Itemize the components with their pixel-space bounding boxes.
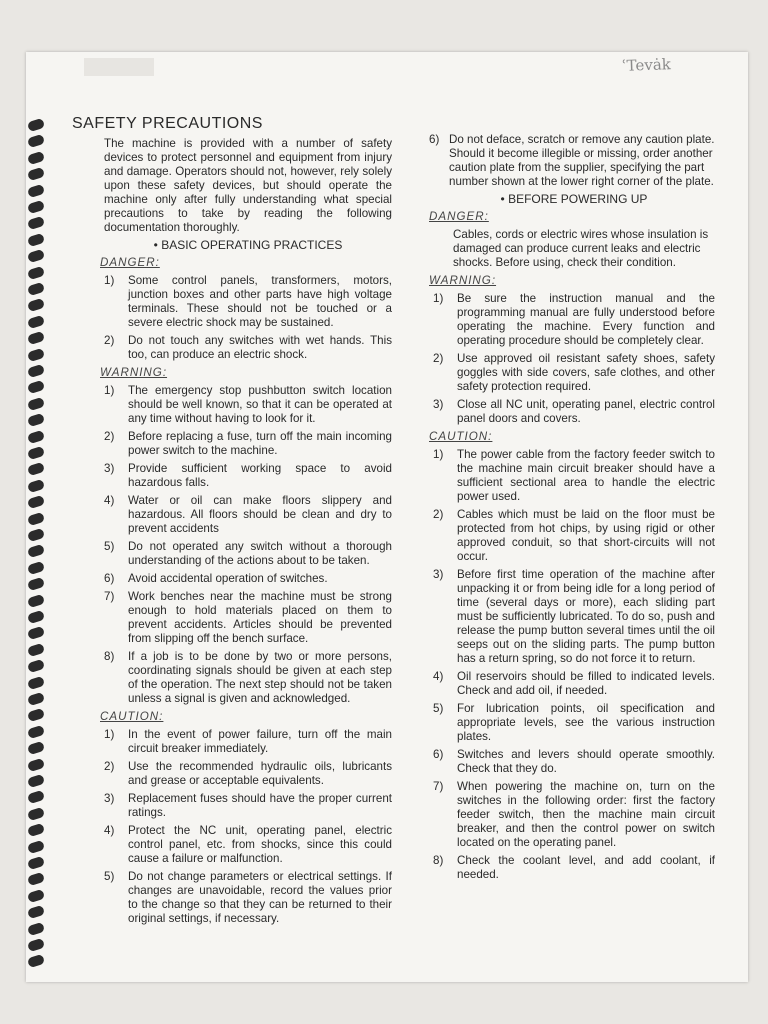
item-text: The power cable from the factory feeder switch to the machine main circuit breaker should have a sufficient sectional area to handle the electric power used. [457,448,715,503]
binding-ring [27,331,45,345]
list-item [104,760,392,788]
item-number: 5) [104,540,115,553]
item-text: Some control panels, transformers, motors, junction boxes and other parts have high voltage terminals. These should not be touched or a severe electric shock may be sustained. [128,274,392,329]
item-text: Be sure the instruction manual and the programming manual are fully understood before operating the machine. Every function and operating procedure should be completely clear. [457,292,715,347]
item-number: 4) [433,670,444,683]
item-number: 1) [104,728,115,741]
item-number: 3) [104,462,115,475]
list-item [433,292,715,348]
item-number: 1) [433,448,444,461]
item-text: Do not deface, scratch or remove any caution plate. Should it become illegible or missing, order another caution plate from the supplier, specifying the part number shown at the lower right corner of the plate. [449,133,715,188]
binding-ring [27,282,45,296]
binding-ring [27,216,45,230]
binding-ring [27,511,45,525]
item-text: Before first time operation of the machine after unpacking it or from being idle for a long period of time (several days or more), each sliding part must be sufficiently lubricated. To do so, push and release the pump button several times until the oil seeps out on the sliding parts. The pump button has a return spring, so do not force it to return. [457,568,715,665]
binding-ring [27,315,45,329]
item-number: 6) [429,133,440,146]
binding-ring [27,905,45,919]
binding-ring [27,626,45,640]
item-text: In the event of power failure, turn off the main circuit breaker immediately. [128,728,392,755]
binding-ring [27,151,45,165]
binding-ring [27,347,45,361]
warning-list [433,292,715,426]
binding-ring [27,790,45,804]
list-item [104,384,392,426]
danger-label: DANGER: [429,210,489,223]
danger-list [104,274,392,362]
item-text: Work benches near the machine must be strong enough to hold materials placed on them to prevent accidents. Articles should be prevented from slipping off the bench surface. [128,590,392,645]
list-item [104,870,392,926]
item-number: 1) [104,384,115,397]
item-text: Do not change parameters or electrical settings. If changes are unavoidable, record the values prior to the change so that they can be returned to their original settings, if necessary. [128,870,392,925]
list-item [104,650,392,706]
item-text: When powering the machine on, turn on the switches in the following order: first the factory feeder switch, then the machine main circuit breaker, and then the control power on switch located on the operating panel. [457,780,715,849]
binding-ring [27,200,45,214]
item-text: Before replacing a fuse, turn off the main incoming power switch to the machine. [128,430,392,457]
binding-ring [27,495,45,509]
binding-ring [27,233,45,247]
item-text: Do not operated any switch without a thorough understanding of the actions about to be taken. [128,540,392,567]
item-text: The emergency stop pushbutton switch location should be well known, so that it can be operated at any time without having to look for it. [128,384,392,425]
spiral-binding [26,120,52,980]
before-powering-heading: • BEFORE POWERING UP [500,192,648,206]
item-number: 3) [433,398,444,411]
item-number: 3) [104,792,115,805]
item-number: 8) [433,854,444,867]
binding-ring [27,889,45,903]
item-number: 1) [104,274,115,287]
binding-ring [27,167,45,181]
binding-ring [27,380,45,394]
item-text: For lubrication points, oil specification and appropriate levels, see the various instruction plates. [457,702,715,743]
left-column [100,137,392,930]
binding-ring [27,675,45,689]
danger-paragraph: Cables, cords or electric wires whose insulation is damaged can produce current leaks and electric shocks. Before using, check their condition. [453,228,709,269]
item-text: Oil reservoirs should be filled to indicated levels. Check and add oil, if needed. [457,670,715,697]
list-item [433,352,715,394]
list-item [433,448,715,504]
binding-ring [27,446,45,460]
list-item [104,430,392,458]
item-number: 2) [104,760,115,773]
danger-label: DANGER: [100,256,160,269]
item-number: 5) [433,702,444,715]
faded-header-mark [84,58,154,76]
warning-label: WARNING: [429,274,497,287]
binding-ring [27,856,45,870]
list-item [433,748,715,776]
item-text: Protect the NC unit, operating panel, electric control panel, etc. from shocks, since this could cause a failure or malfunction. [128,824,392,865]
binding-ring [27,610,45,624]
binding-ring [27,118,45,132]
warning-label: WARNING: [100,366,168,379]
binding-ring [27,872,45,886]
binding-ring [27,921,45,935]
binding-ring [27,413,45,427]
item-text: Cables which must be laid on the floor must be protected from hot chips, by using rigid or other approved conduit, so that short-circuits will not occur. [457,508,715,563]
item-text: Avoid accidental operation of switches. [128,572,328,585]
binding-ring [27,823,45,837]
item-text: Check the coolant level, and add coolant, if needed. [457,854,715,881]
binding-ring [27,839,45,853]
list-item [429,133,715,189]
item-number: 4) [104,824,115,837]
binding-ring [27,397,45,411]
item-text: Water or oil can make floors slippery and hazardous. All floors should be clean and dry to prevent accidents [128,494,392,535]
binding-ring [27,479,45,493]
item-text: Use the recommended hydraulic oils, lubricants and grease or acceptable equivalents. [128,760,392,787]
item-number: 7) [104,590,115,603]
item-text: Provide sufficient working space to avoid hazardous falls. [128,462,392,489]
item-number: 8) [104,650,115,663]
list-item [433,398,715,426]
item-number: 3) [433,568,444,581]
item-number: 2) [433,508,444,521]
item-text: Use approved oil resistant safety shoes, safety goggles with side covers, safe clothes, and other safety protection required. [457,352,715,393]
item-number: 1) [433,292,444,305]
list-item [433,702,715,744]
binding-ring [27,708,45,722]
binding-ring [27,183,45,197]
caution-label: CAUTION: [100,710,164,723]
list-item [104,590,392,646]
binding-ring [27,593,45,607]
binding-ring [27,807,45,821]
binding-ring [27,462,45,476]
list-item [433,568,715,666]
right-column [429,133,715,886]
list-item [104,572,392,586]
item-number: 6) [104,572,115,585]
list-item [104,540,392,568]
binding-ring [27,938,45,952]
list-item [104,494,392,536]
item-number: 7) [433,780,444,793]
list-item [104,334,392,362]
binding-ring [27,134,45,148]
binding-ring [27,774,45,788]
item-text: Do not touch any switches with wet hands. This too, can produce an electric shock. [128,334,392,361]
binding-ring [27,544,45,558]
basic-practices-heading: • BASIC OPERATING PRACTICES [153,238,343,252]
binding-ring [27,429,45,443]
item-text: If a job is to be done by two or more persons, coordinating signals should be given at each step of the operation. The next step should not be taken unless a signal is given and acknowledged. [128,650,392,705]
binding-ring [27,757,45,771]
handwritten-note: ʿTevȧk [621,55,672,75]
list-item [104,728,392,756]
caution-list [433,448,715,882]
binding-ring [27,725,45,739]
list-item [433,854,715,882]
item-text: Switches and levers should operate smoothly. Check that they do. [457,748,715,775]
item-number: 2) [104,430,115,443]
warning-list [104,384,392,706]
binding-ring [27,249,45,263]
list-item [433,780,715,850]
binding-ring [27,364,45,378]
caution-label: CAUTION: [429,430,493,443]
list-item [433,670,715,698]
binding-ring [27,692,45,706]
item-number: 5) [104,870,115,883]
binding-ring [27,265,45,279]
page-title: SAFETY PRECAUTIONS [72,115,263,132]
binding-ring [27,298,45,312]
item-number: 2) [104,334,115,347]
binding-ring [27,528,45,542]
binding-ring [27,577,45,591]
list-item [433,508,715,564]
binding-ring [27,741,45,755]
binding-ring [27,954,45,968]
intro-paragraph: The machine is provided with a number of safety devices to protect personnel and equipment from injury and damage. Operators should not, however, rely solely upon these safety devices, but should operate the machine only after fully understanding what special precautions to take by reading the following documentation thoroughly. [104,137,392,234]
binding-ring [27,643,45,657]
item-number: 2) [433,352,444,365]
list-item [104,824,392,866]
list-item [104,792,392,820]
list-item [104,274,392,330]
item-text: Replacement fuses should have the proper current ratings. [128,792,392,819]
binding-ring [27,561,45,575]
list-item [104,462,392,490]
binding-ring [27,659,45,673]
item-text: Close all NC unit, operating panel, electric control panel doors and covers. [457,398,715,425]
caution-list [104,728,392,926]
item-number: 4) [104,494,115,507]
item-number: 6) [433,748,444,761]
